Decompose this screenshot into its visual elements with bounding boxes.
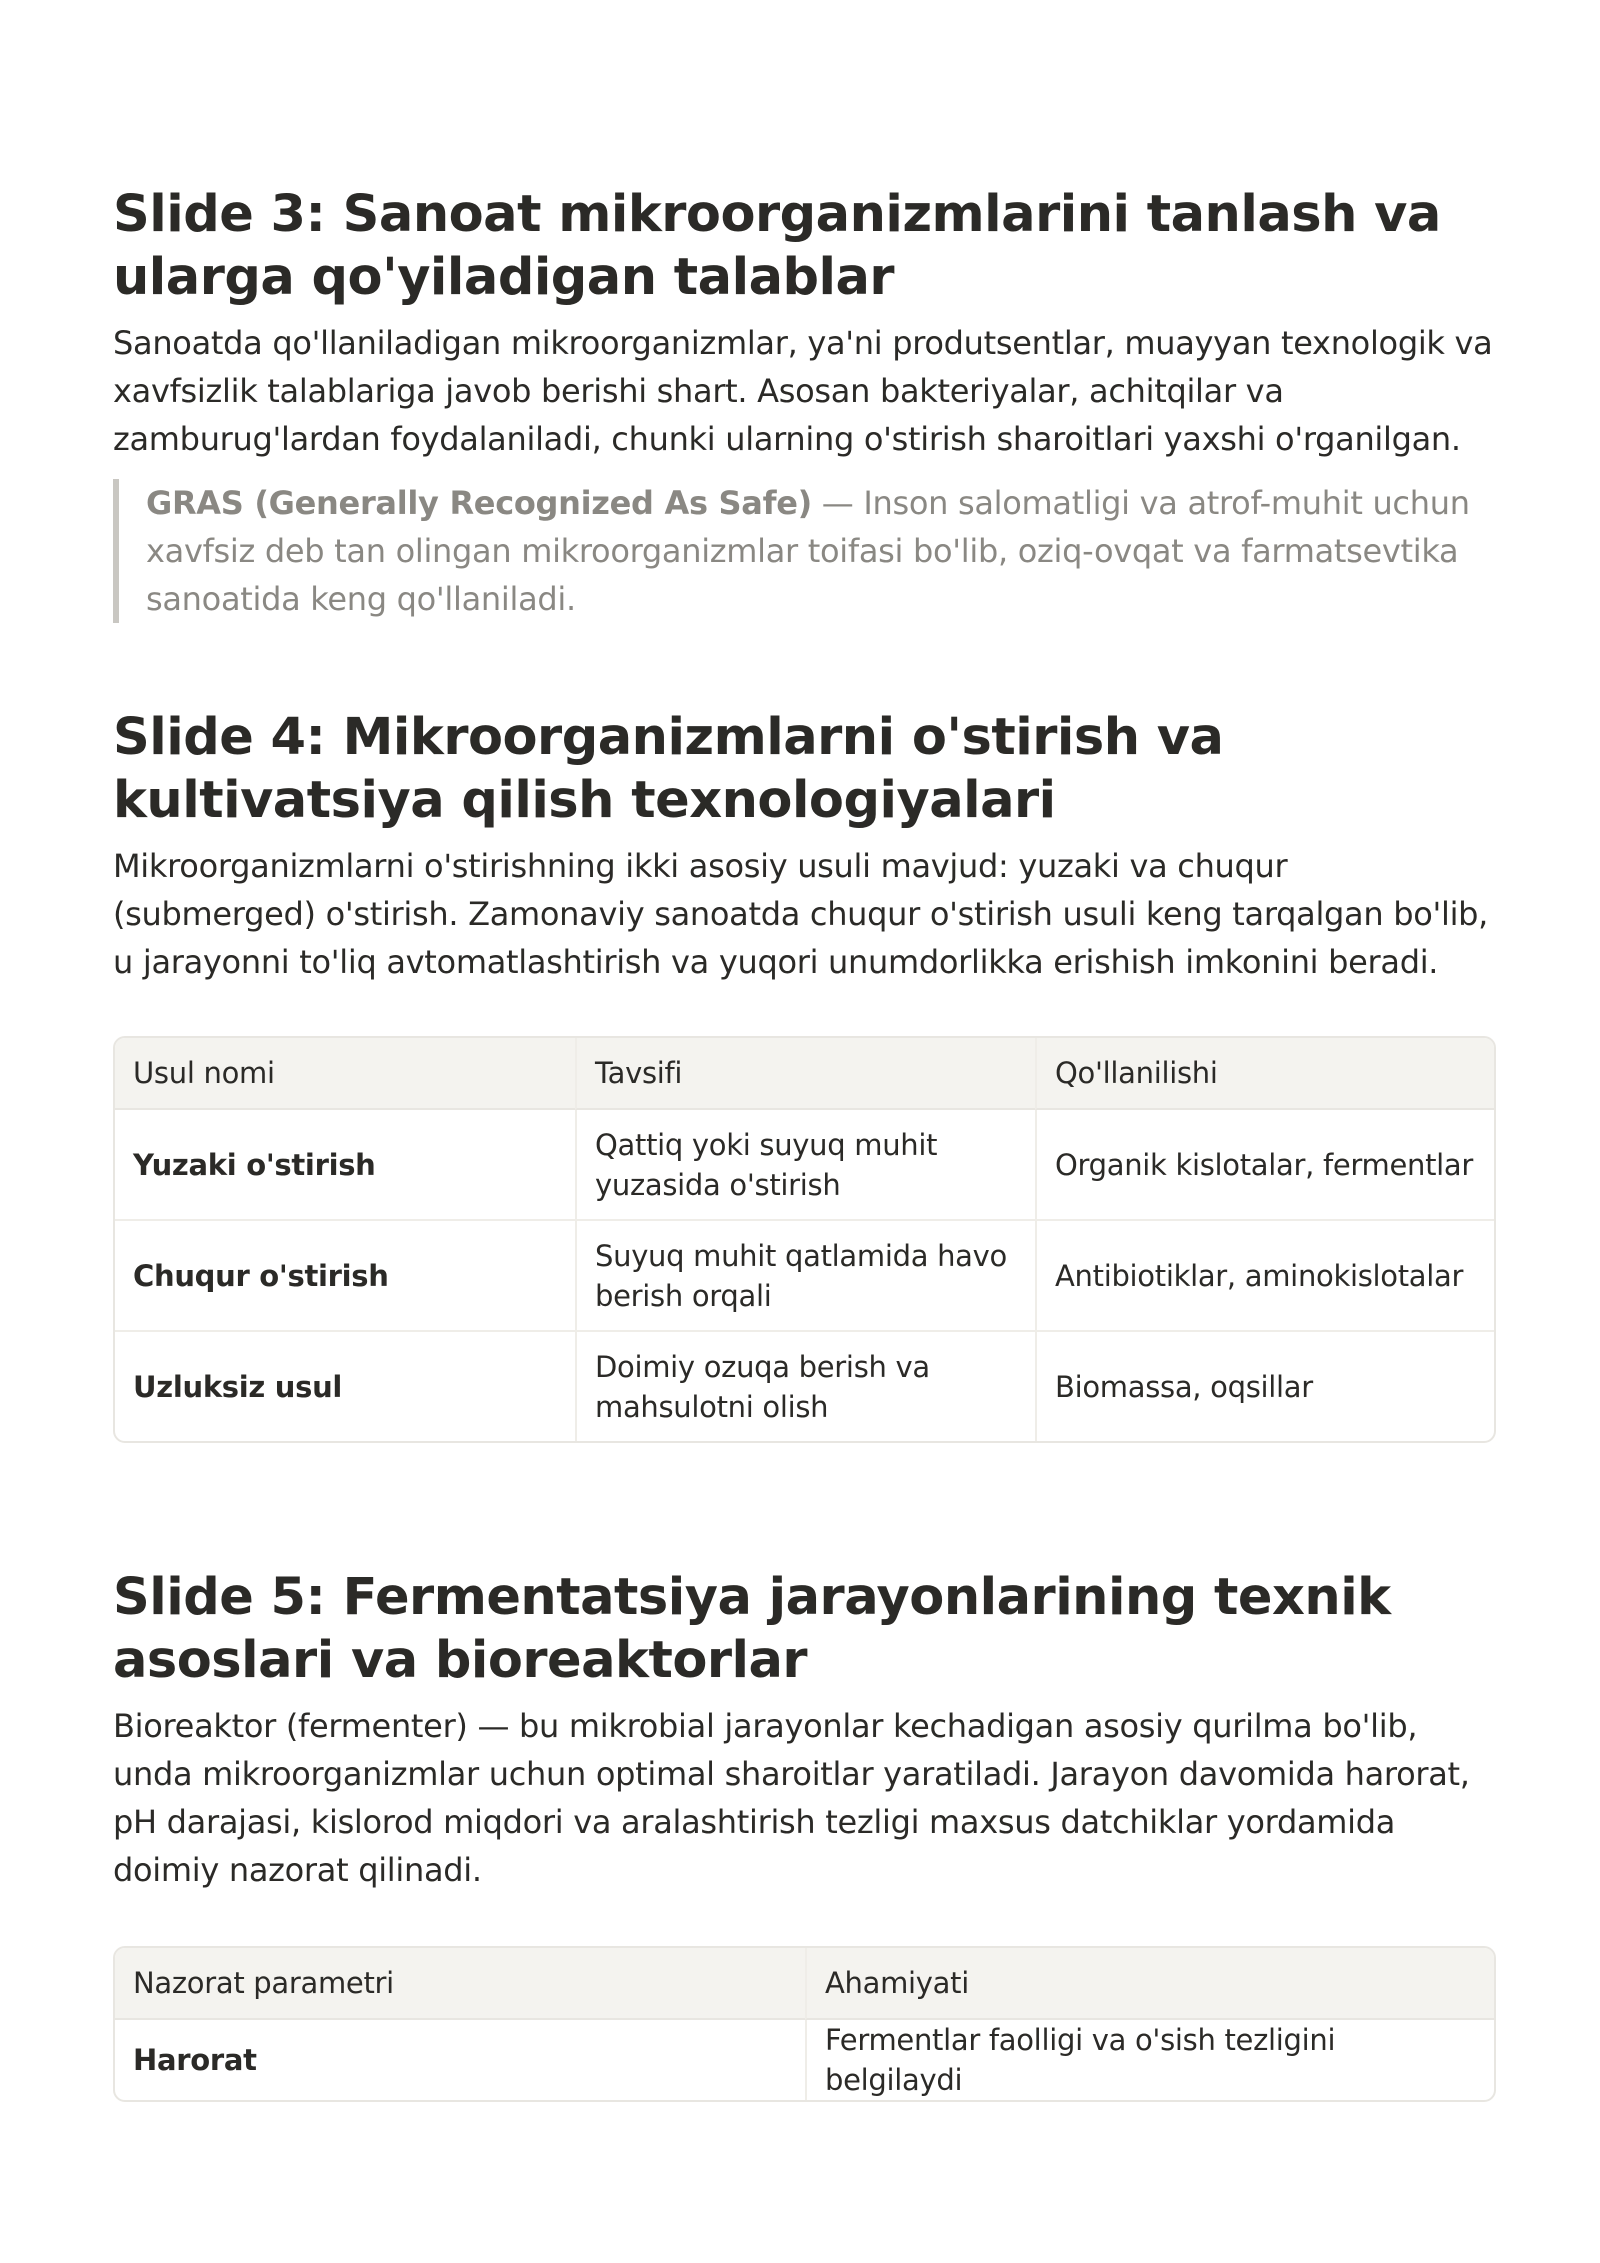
column-header: Tavsifi [575,1038,1035,1110]
gras-blockquote [113,479,1495,623]
column-header: Qo'llanilishi [1035,1038,1494,1110]
table-cell: Doimiy ozuqa berish va mahsulotni olish [575,1330,1035,1441]
slide-3-section [113,183,1495,623]
cultivation-methods-table [113,1036,1496,1443]
slide-5-title: Slide 5: Fermentatsiya jarayonlarining texnik asoslari va bioreaktorlar [113,1568,1391,1690]
table-header-row [115,1038,1494,1110]
column-header: Nazorat parametri [115,1948,805,2020]
gras-definition: — Inson salomatligi va atrof-muhit uchun xavfsiz deb tan olingan mikroorganizmlar toifasi bo'lib, oziq-ovqat va farmatsevtika sanoatida keng qo'llaniladi. [146,484,1470,618]
table-row [115,1219,1494,1330]
slide-3-body: Sanoatda qo'llaniladigan mikroorganizmlar, ya'ni produtsentlar, muayyan texnologik va xavfsizlik talablariga javob berishi shart. Asosan bakteriyalar, achitqilar va zamburug'lardan foydalaniladi, chunki ularning o'stirish sharoitlari yaxshi o'rganilgan. [113,324,1493,458]
table-cell: Chuqur o'stirish [115,1219,575,1330]
table-cell: Fermentlar faolligi va o'sish tezligini belgilaydi [805,2020,1494,2100]
table-row [115,2020,1494,2100]
table-row [115,1110,1494,1219]
table-cell: Yuzaki o'stirish [133,1147,376,1182]
table-cell: Uzluksiz usul [115,1330,575,1441]
table-header-row [115,1948,1494,2020]
slide-5-section [113,1566,1495,1894]
slide-5-body: Bioreaktor (fermenter) — bu mikrobial jarayonlar kechadigan asosiy qurilma bo'lib, unda mikroorganizmlar uchun optimal sharoitlar yaratiladi. Jarayon davomida harorat, pH darajasi, kislorod miqdori va aralashtirish tezligi maxsus datchiklar yordamida doimiy nazorat qilinadi. [113,1707,1470,1889]
slide-4-title: Slide 4: Mikroorganizmlarni o'stirish va kultivatsiya qilish texnologiyalari [113,708,1224,830]
slide-4-body: Mikroorganizmlarni o'stirishning ikki asosiy usuli mavjud: yuzaki va chuqur (submerged) o'stirish. Zamonaviy sanoatda chuqur o'stirish usuli keng tarqalgan bo'lib, u jarayonni to'liq avtomatlashtirish va yuqori unumdorlikka erishish imkonini beradi. [113,847,1489,981]
slide-4-section [113,706,1495,986]
table-row [115,1330,1494,1441]
table-cell: Biomassa, oqsillar [1035,1330,1494,1441]
table-cell: Suyuq muhit qatlamida havo berish orqali [575,1219,1035,1330]
table-cell: Harorat [133,2043,257,2077]
control-parameters-table [113,1946,1496,2102]
table-cell: Antibiotiklar, aminokislotalar [1035,1219,1494,1330]
table-cell: Organik kislotalar, fermentlar [1035,1110,1494,1219]
slide-3-title: Slide 3: Sanoat mikroorganizmlarini tanlash va ularga qo'yiladigan talablar [113,185,1441,307]
gras-term: GRAS (Generally Recognized As Safe) [146,484,812,522]
table-cell: Qattiq yoki suyuq muhit yuzasida o'stirish [575,1110,1035,1219]
column-header: Usul nomi [115,1038,575,1110]
column-header: Ahamiyati [805,1948,1494,2020]
